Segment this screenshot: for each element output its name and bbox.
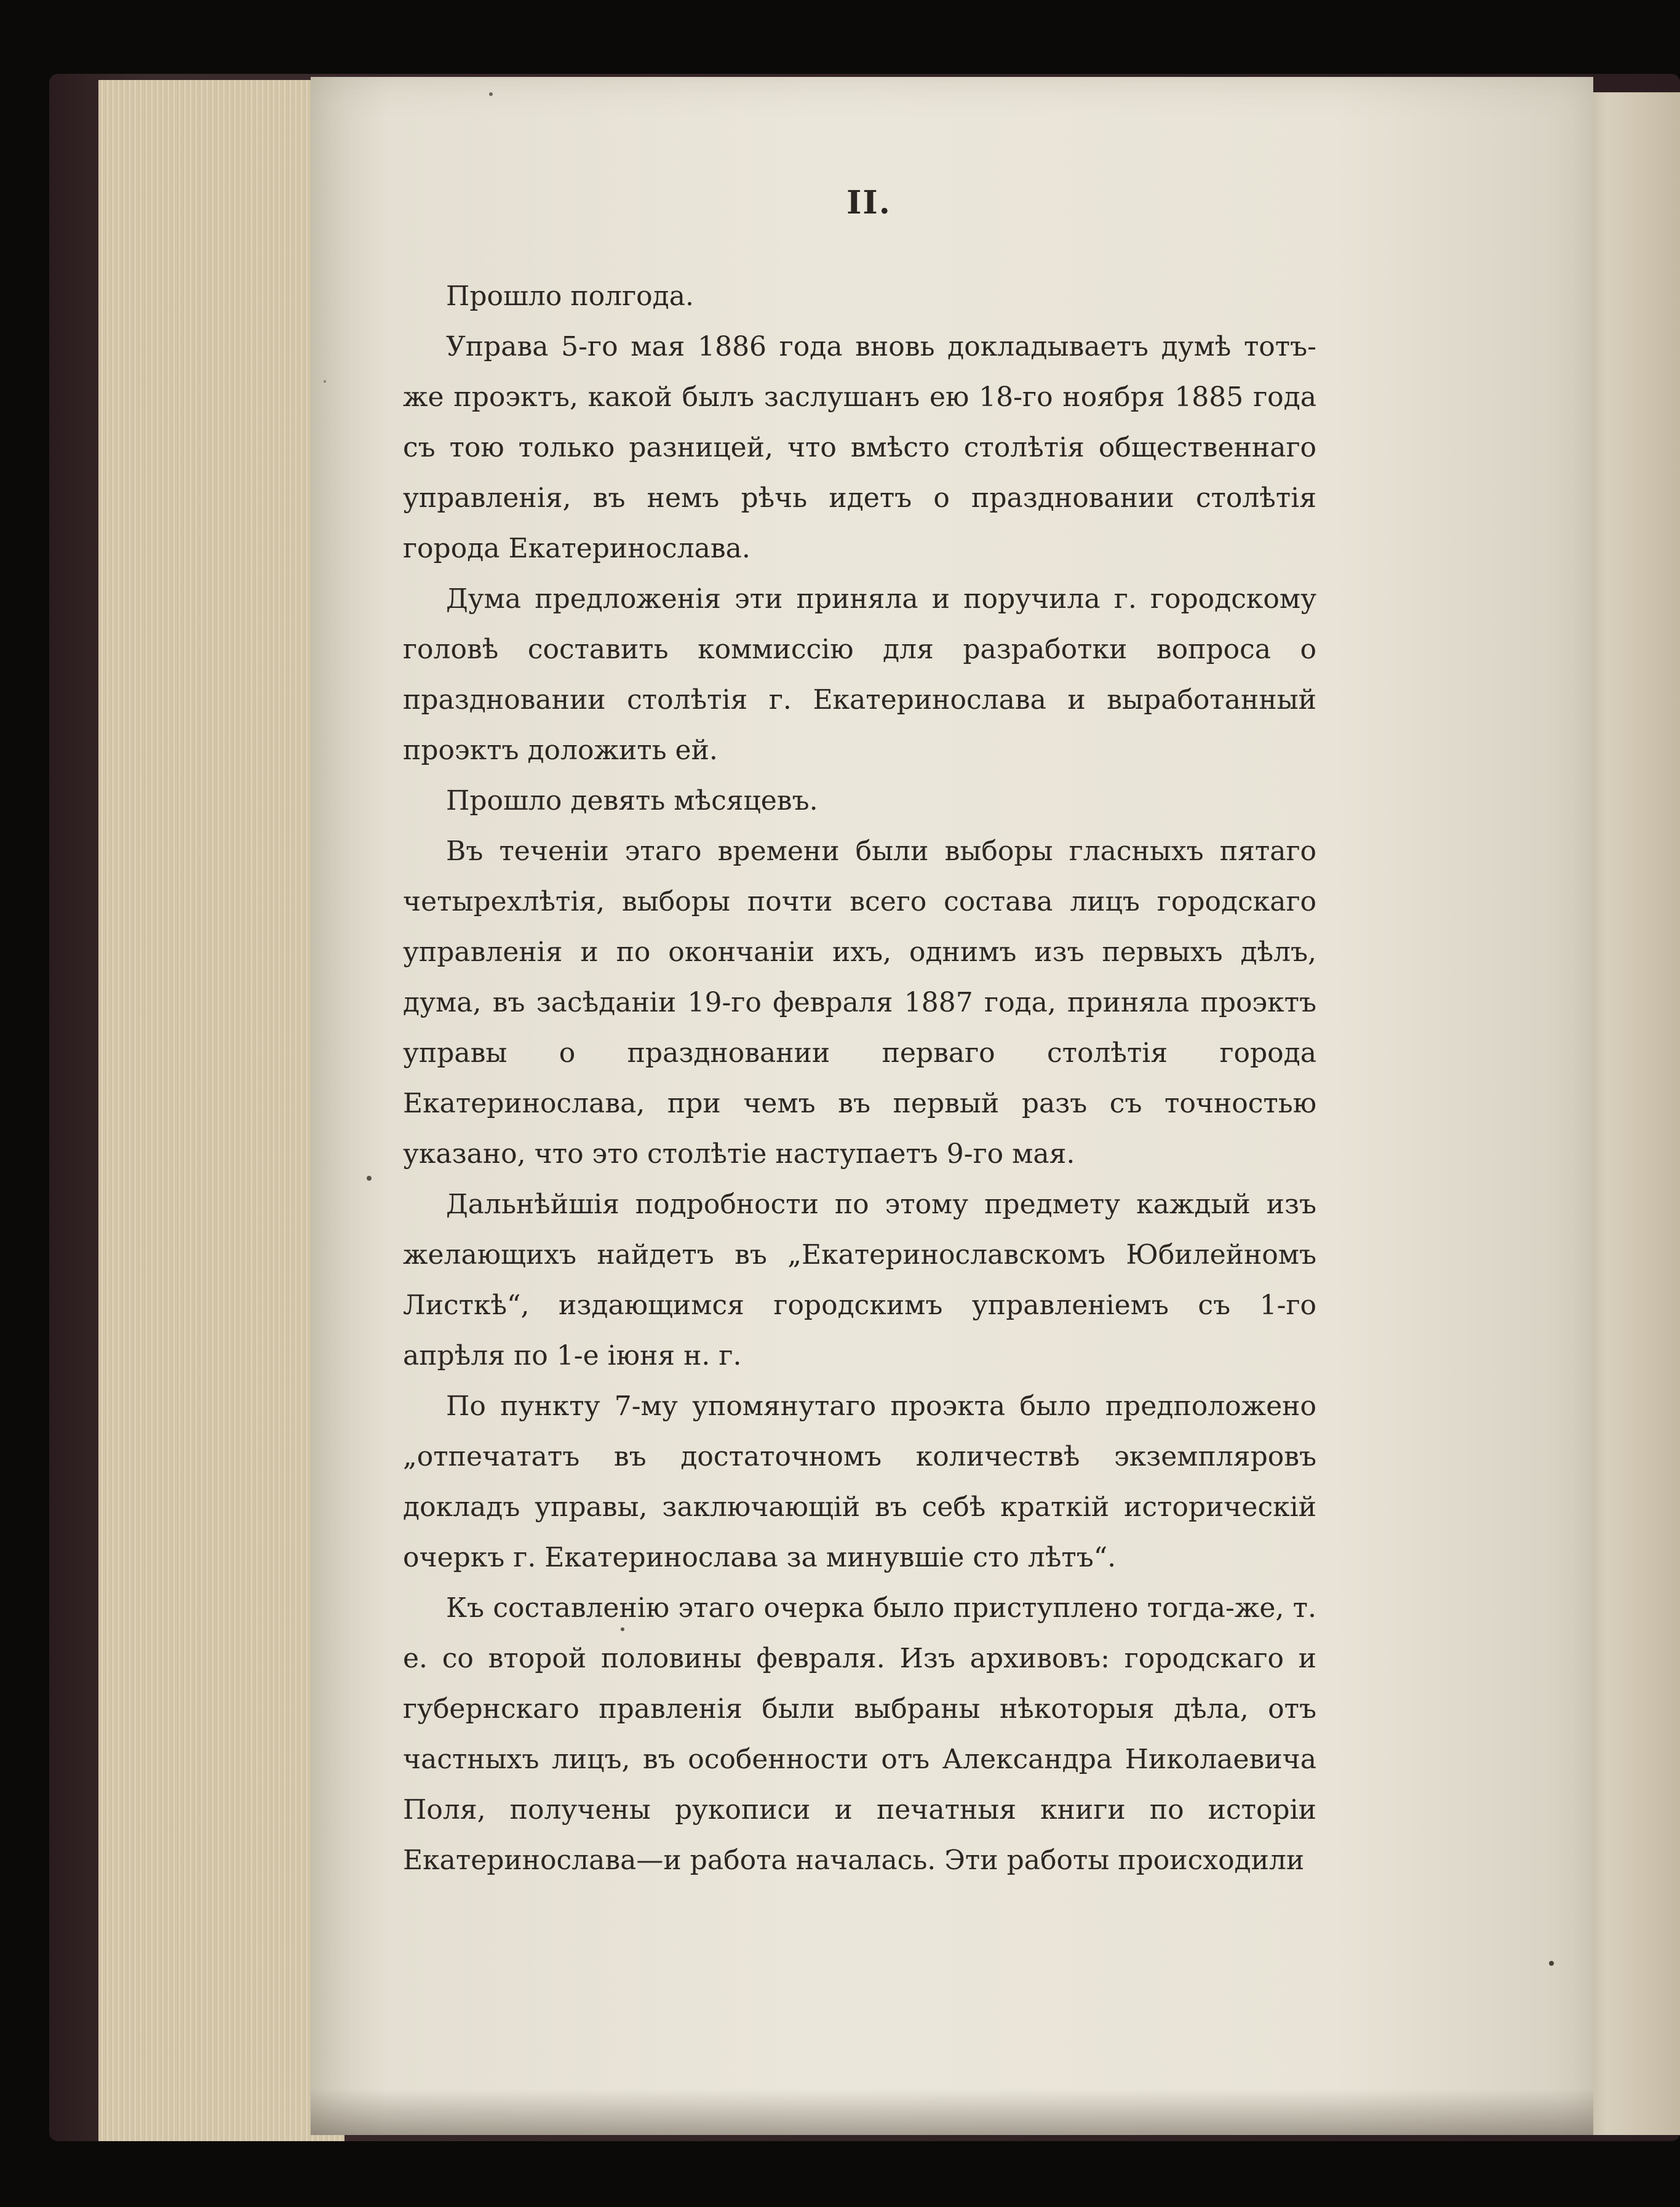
chapter-heading: II. xyxy=(846,184,891,221)
paragraph-6: Дальнѣйшія подробности по этому предмету каждый изъ желающихъ найдетъ въ „Екатеринославскомъ Юбилейномъ Листкѣ“, издающимся городскимъ управленіемъ съ 1-го апрѣля по 1-е іюня н. г. xyxy=(403,1189,1316,1371)
paragraph-2: Управа 5-го мая 1886 года вновь докладываетъ думѣ тотъ-же проэктъ, какой былъ заслушанъ ею 18-го ноября 1885 года съ тою только разницей, что вмѣсто столѣтія общественнаго управленія, въ немъ рѣчь идетъ о праздновании столѣтія города Екатеринослава. xyxy=(403,331,1316,564)
paragraph-5: Въ теченіи этаго времени были выборы гласныхъ пятаго четырехлѣтія, выборы почти всего состава лицъ городскаго управленія и по окончаніи ихъ, однимъ изъ первыхъ дѣлъ, дума, въ засѣданіи 19-го февраля 1887 года, приняла проэктъ управы о праздновании перваго столѣтія города Екатеринослава, при чемъ въ первый разъ съ точностью указано, что это столѣтіе наступаетъ 9-го мая. xyxy=(403,836,1316,1170)
paragraph-4: Прошло девять мѣсяцевъ. xyxy=(446,785,818,816)
paragraph-8: Къ составленію этаго очерка было приступлено тогда-же, т. е. со второй половины февраля. Изъ архивовъ: городскаго и губернскаго правленія были выбраны нѣкоторыя дѣла, отъ частныхъ лицъ, въ особенности отъ Александра Николаевича Поля, получены рукописи и печатныя книги по исторіи Екатеринослава—и работа началась. Эти работы происходили xyxy=(403,1592,1316,1876)
page-edges xyxy=(98,80,344,2141)
page-bottom-shadow xyxy=(311,2089,1593,2135)
paragraph-3: Дума предложенія эти приняла и поручила г. городскому головѣ составить коммиссію для разработки вопроса о праздновании столѣтія г. Екатеринослава и выработанный проэктъ доложить ей. xyxy=(403,583,1316,766)
page-text xyxy=(403,175,1316,1886)
paragraph-1: Прошло полгода. xyxy=(446,281,694,312)
paragraph-7: По пункту 7-му упомянутаго проэкта было предположено „отпечататъ въ достаточномъ количествѣ экземпляровъ докладъ управы, заключающій въ себѣ краткій историческій очеркъ г. Екатеринослава за минувшіе сто лѣтъ“. xyxy=(403,1391,1316,1573)
